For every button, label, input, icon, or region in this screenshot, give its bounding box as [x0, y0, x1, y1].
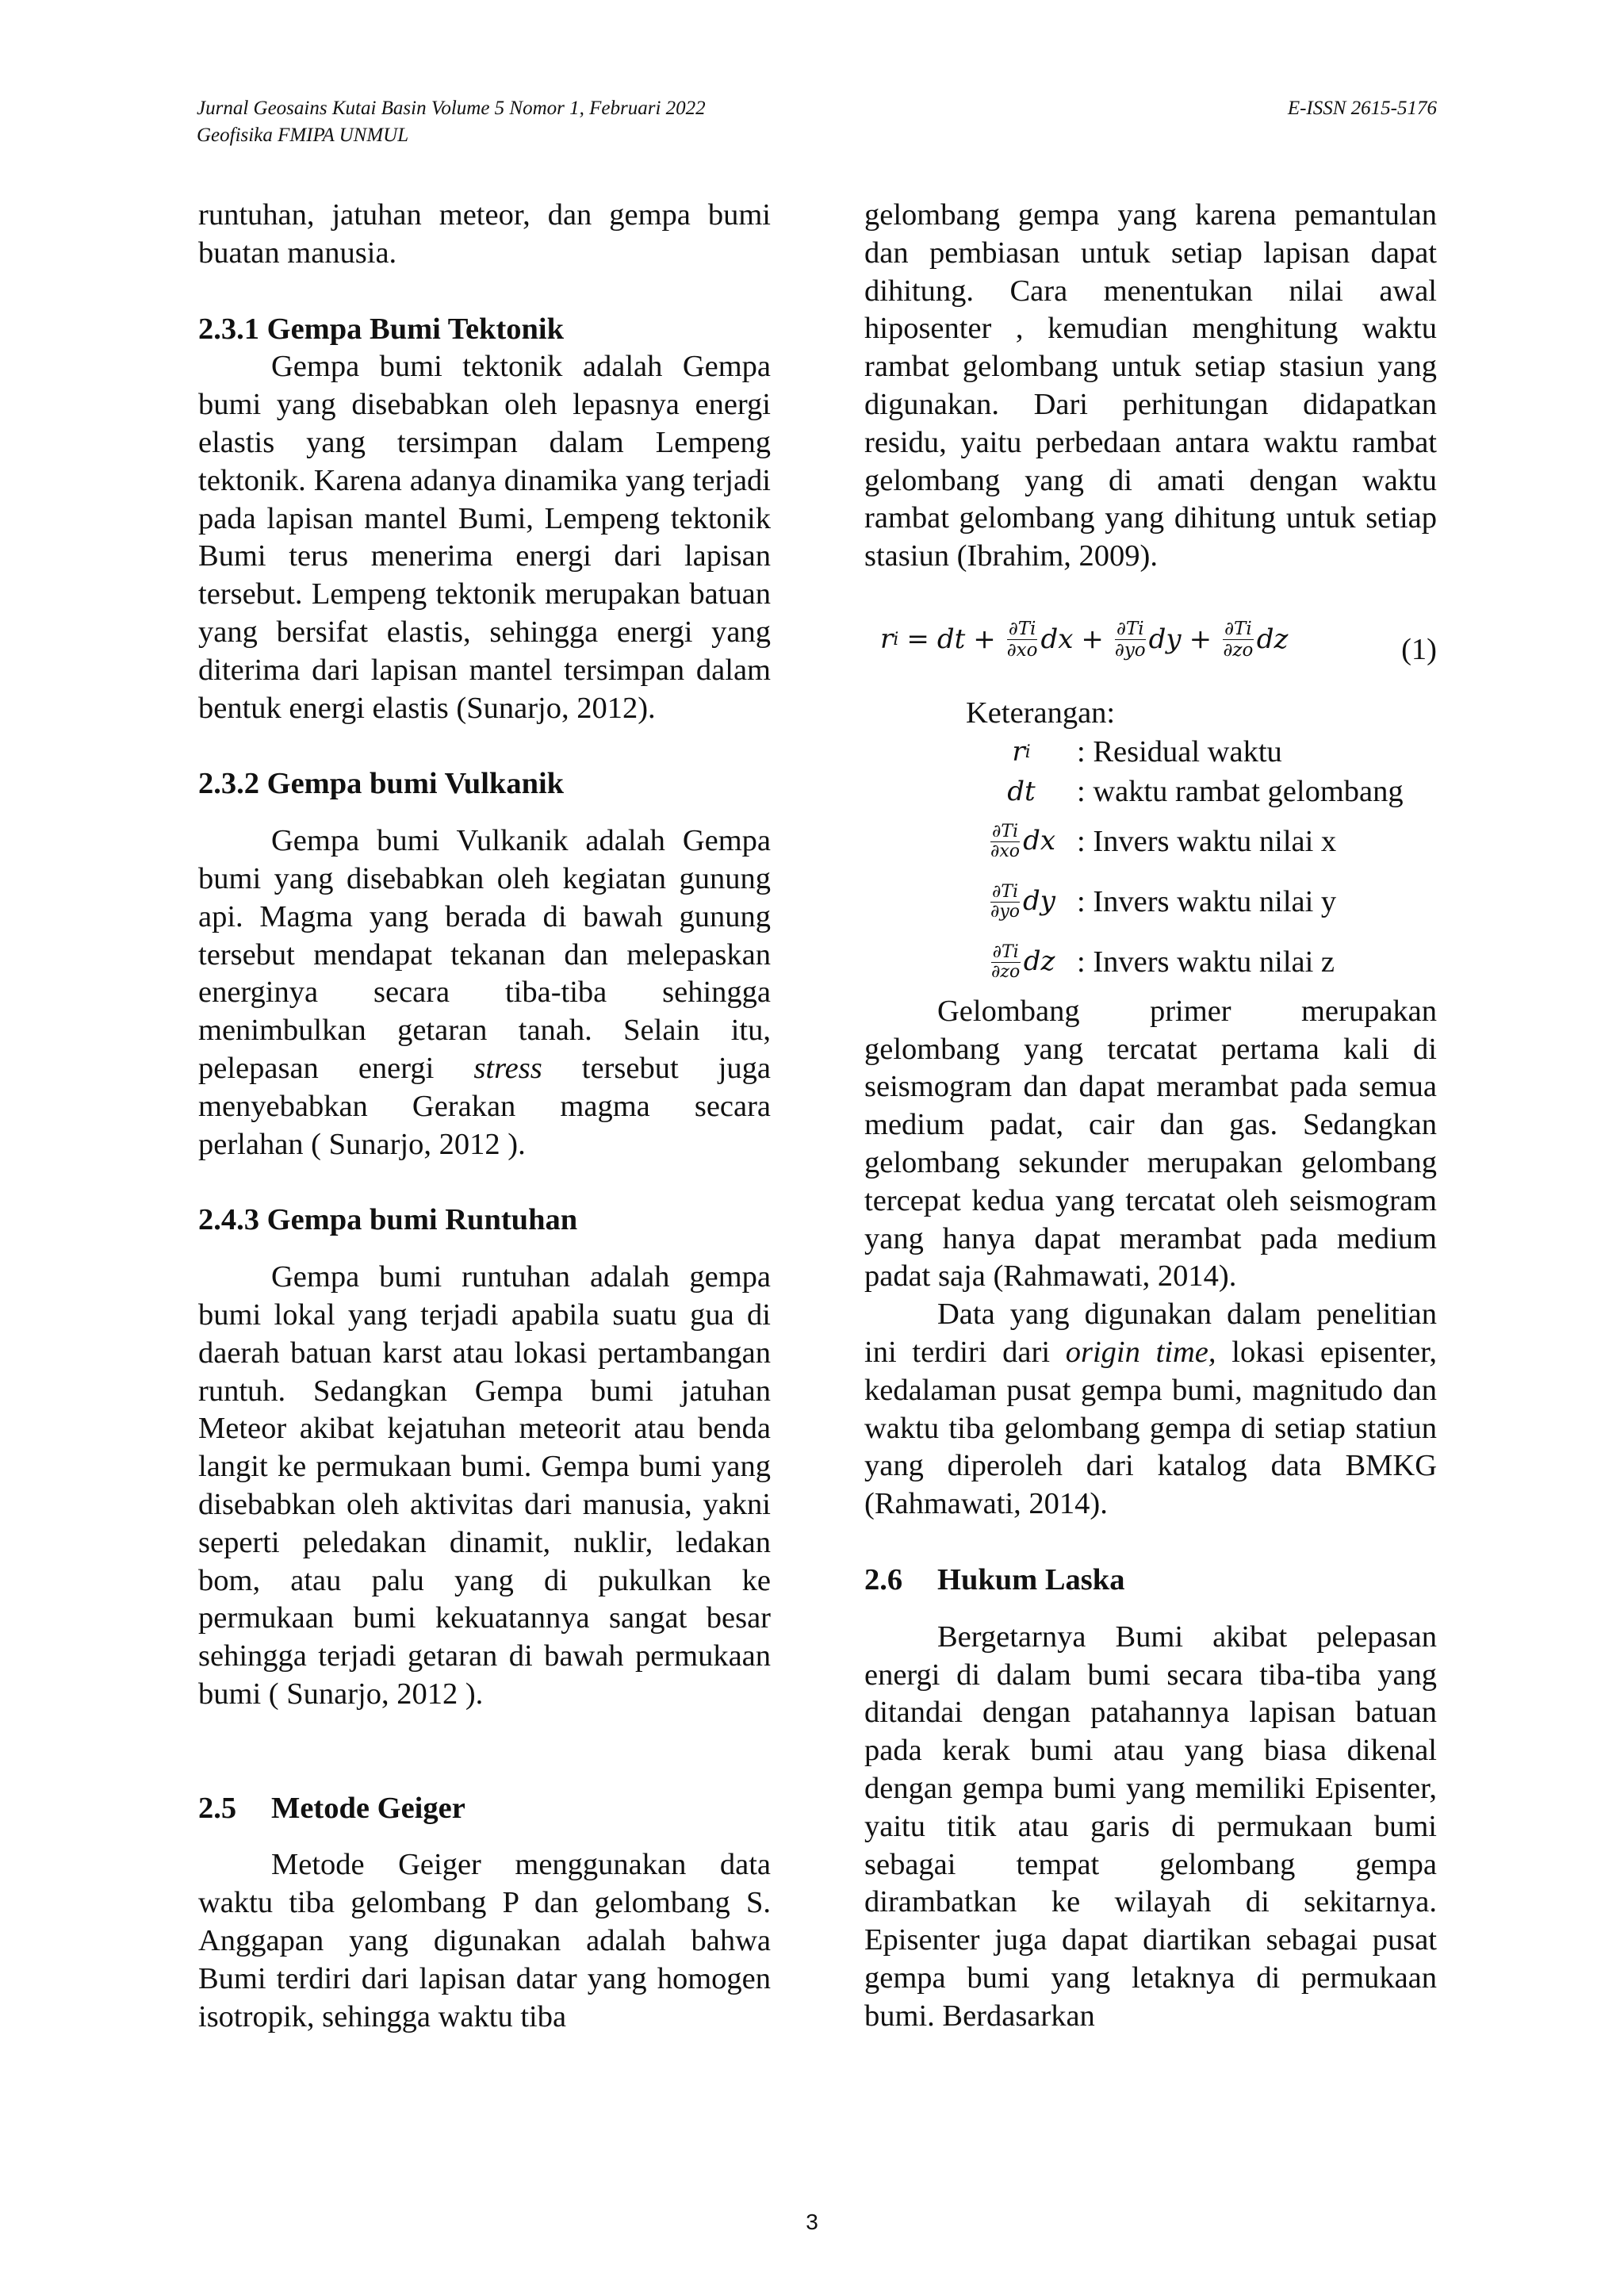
section-2-5-heading: 2.5 Metode Geiger — [198, 1791, 465, 1825]
issn-label: E-ISSN 2615-5176 — [1287, 98, 1437, 119]
geiger-continuation: gelombang gempa yang karena pemantulan dan pembiasan untuk setiap lapisan dapat dihitung. Cara menentukan nilai awal hiposenter , kemudian menghitung waktu rambat gelombang untuk setiap stasiun yang digunakan. Dari perhitungan didapatkan residu, yaitu perbedaan antara waktu rambat gelombang yang di amati dengan waktu rambat gelombang yang dihitung untuk setiap stasiun (Ibrahim, 2009). — [864, 198, 1437, 573]
department: Geofisika FMIPA UNMUL — [197, 125, 409, 146]
right-column — [864, 197, 1437, 2035]
intro-paragraph: runtuhan, jatuhan meteor, dan gempa bumi buatan manusia. — [198, 198, 771, 270]
section-2-4-3-heading: 2.4.3 Gempa bumi Runtuhan — [198, 1203, 578, 1237]
section-2-3-2-body: Gempa bumi Vulkanik adalah Gempa bumi yang disebabkan oleh kegiatan gunung api. Magma yang berada di bawah gunung tersebut mendapat tekanan dan melepaskan energinya secara tiba-tiba sehingga menimbulkan getaran tanah. Selain itu, pelepasan energi stress tersebut juga menyebabkan Gerakan magma secara perlahan ( Sunarjo, 2012 ). — [198, 824, 771, 1161]
keterangan-item: $\frac{\partial Ti}{\partial xo}$ dx : Invers waktu nilai x — [990, 822, 1337, 862]
section-2-6-heading: 2.6 Hukum Laska — [864, 1562, 1125, 1596]
left-column — [198, 197, 771, 2036]
emphasis-stress: stress — [473, 1051, 542, 1085]
section-2-5-body: Metode Geiger menggunakan data waktu tiba gelombang P dan gelombang S. Anggapan yang digunakan adalah bahwa Bumi terdiri dari lapisan datar yang homogen isotropik, sehingga waktu tiba — [198, 1848, 771, 2033]
section-2-3-1-body: Gempa bumi tektonik adalah Gempa bumi yang disebabkan oleh lepasnya energi elastis yang tersimpan dalam Lempeng tektonik. Karena adanya dinamika yang terjadi pada lapisan mantel Bumi, Lempeng tektonik Bumi terus menerima energi dari lapisan tersebut. Lempeng tektonik merupakan batuan yang bersifat elastis, sehingga energi yang diterima dari lapisan mantel tersimpan dalam bentuk energi elastis (Sunarjo, 2012). — [198, 350, 771, 725]
section-2-4-3-body: Gempa bumi runtuhan adalah gempa bumi lokal yang terjadi apabila suatu gua di daerah batuan karst atau lokasi pertambangan runtuh. Sedangkan Gempa bumi jatuhan Meteor akibat kejatuhan meteorit atau benda langit ke permukaan bumi. Gempa bumi yang disebabkan oleh aktivitas dari manusia, yakni seperti peledakan dinamit, nuklir, ledakan bom, atau palu yang di pukulkan ke permukaan bumi kekuatannya sangat besar sehingga terjadi getaran di bawah permukaan bumi ( Sunarjo, 2012 ). — [198, 1260, 771, 1711]
equation-1 — [864, 608, 1437, 695]
data-paragraph: Data yang digunakan dalam penelitian ini terdiri dari origin time, lokasi episenter, kedalaman pusat gempa bumi, magnitudo dan waktu tiba gelombang gempa di setiap statiun yang diperoleh dari katalog data BMKG (Rahmawati, 2014). — [864, 1297, 1437, 1521]
wave-paragraph: Gelombang primer merupakan gelombang yang tercatat pertama kali di seismogram dan dapat merambat pada semua medium padat, cair dan gas. Sedangkan gelombang sekunder merupakan gelombang tercepat kedua yang tercatat oleh seismogram yang hanya dapat merambat pada medium padat saja (Rahmawati, 2014). — [864, 994, 1437, 1294]
keterangan-item: $\frac{\partial Ti}{\partial zo}$ dz : Invers waktu nilai z — [991, 942, 1335, 983]
emphasis-origin-time: origin time, — [1065, 1335, 1216, 1369]
section-2-3-1-heading: 2.3.1 Gempa Bumi Tektonik — [198, 312, 565, 346]
section-2-3-2-heading: 2.3.2 Gempa bumi Vulkanik — [198, 767, 565, 801]
journal-title: Jurnal Geosains Kutai Basin Volume 5 Nomor 1, Februari 2022 — [197, 98, 706, 119]
keterangan-item: $\frac{\partial Ti}{\partial yo}$ dy : Invers waktu nilai y — [990, 882, 1337, 922]
section-2-6-body: Bergetarnya Bumi akibat pelepasan energi di dalam bumi secara tiba-tiba yang ditandai dengan patahannya lapisan batuan pada kerak bumi atau yang biasa dikenal dengan gempa bumi yang memiliki Episenter, yaitu titik atau garis di permukaan bumi sebagai tempat gelombang gempa dirambatkan ke wilayah di sekitarnya. Episenter juga dapat diartikan sebagai pusat gempa bumi yang letaknya di permukaan bumi. Berdasarkan — [864, 1619, 1437, 2033]
keterangan-block — [966, 695, 1437, 993]
keterangan-item: r i : Residual waktu — [1012, 734, 1282, 769]
equation-body: r i = dt + $\frac{\partial Ti}{\partial xo}$ dx + $\frac{\partial Ti}{\partial yo}$ dy + $\frac{\partial Ti}{\partial zo}$ dz — [880, 618, 1289, 661]
keterangan-label: Keterangan: — [966, 696, 1116, 730]
running-header-left — [197, 95, 706, 149]
keterangan-item: dt : waktu rambat gelombang — [1007, 774, 1404, 808]
page-number: 3 — [806, 2210, 818, 2234]
equation-number: (1) — [1401, 632, 1437, 666]
